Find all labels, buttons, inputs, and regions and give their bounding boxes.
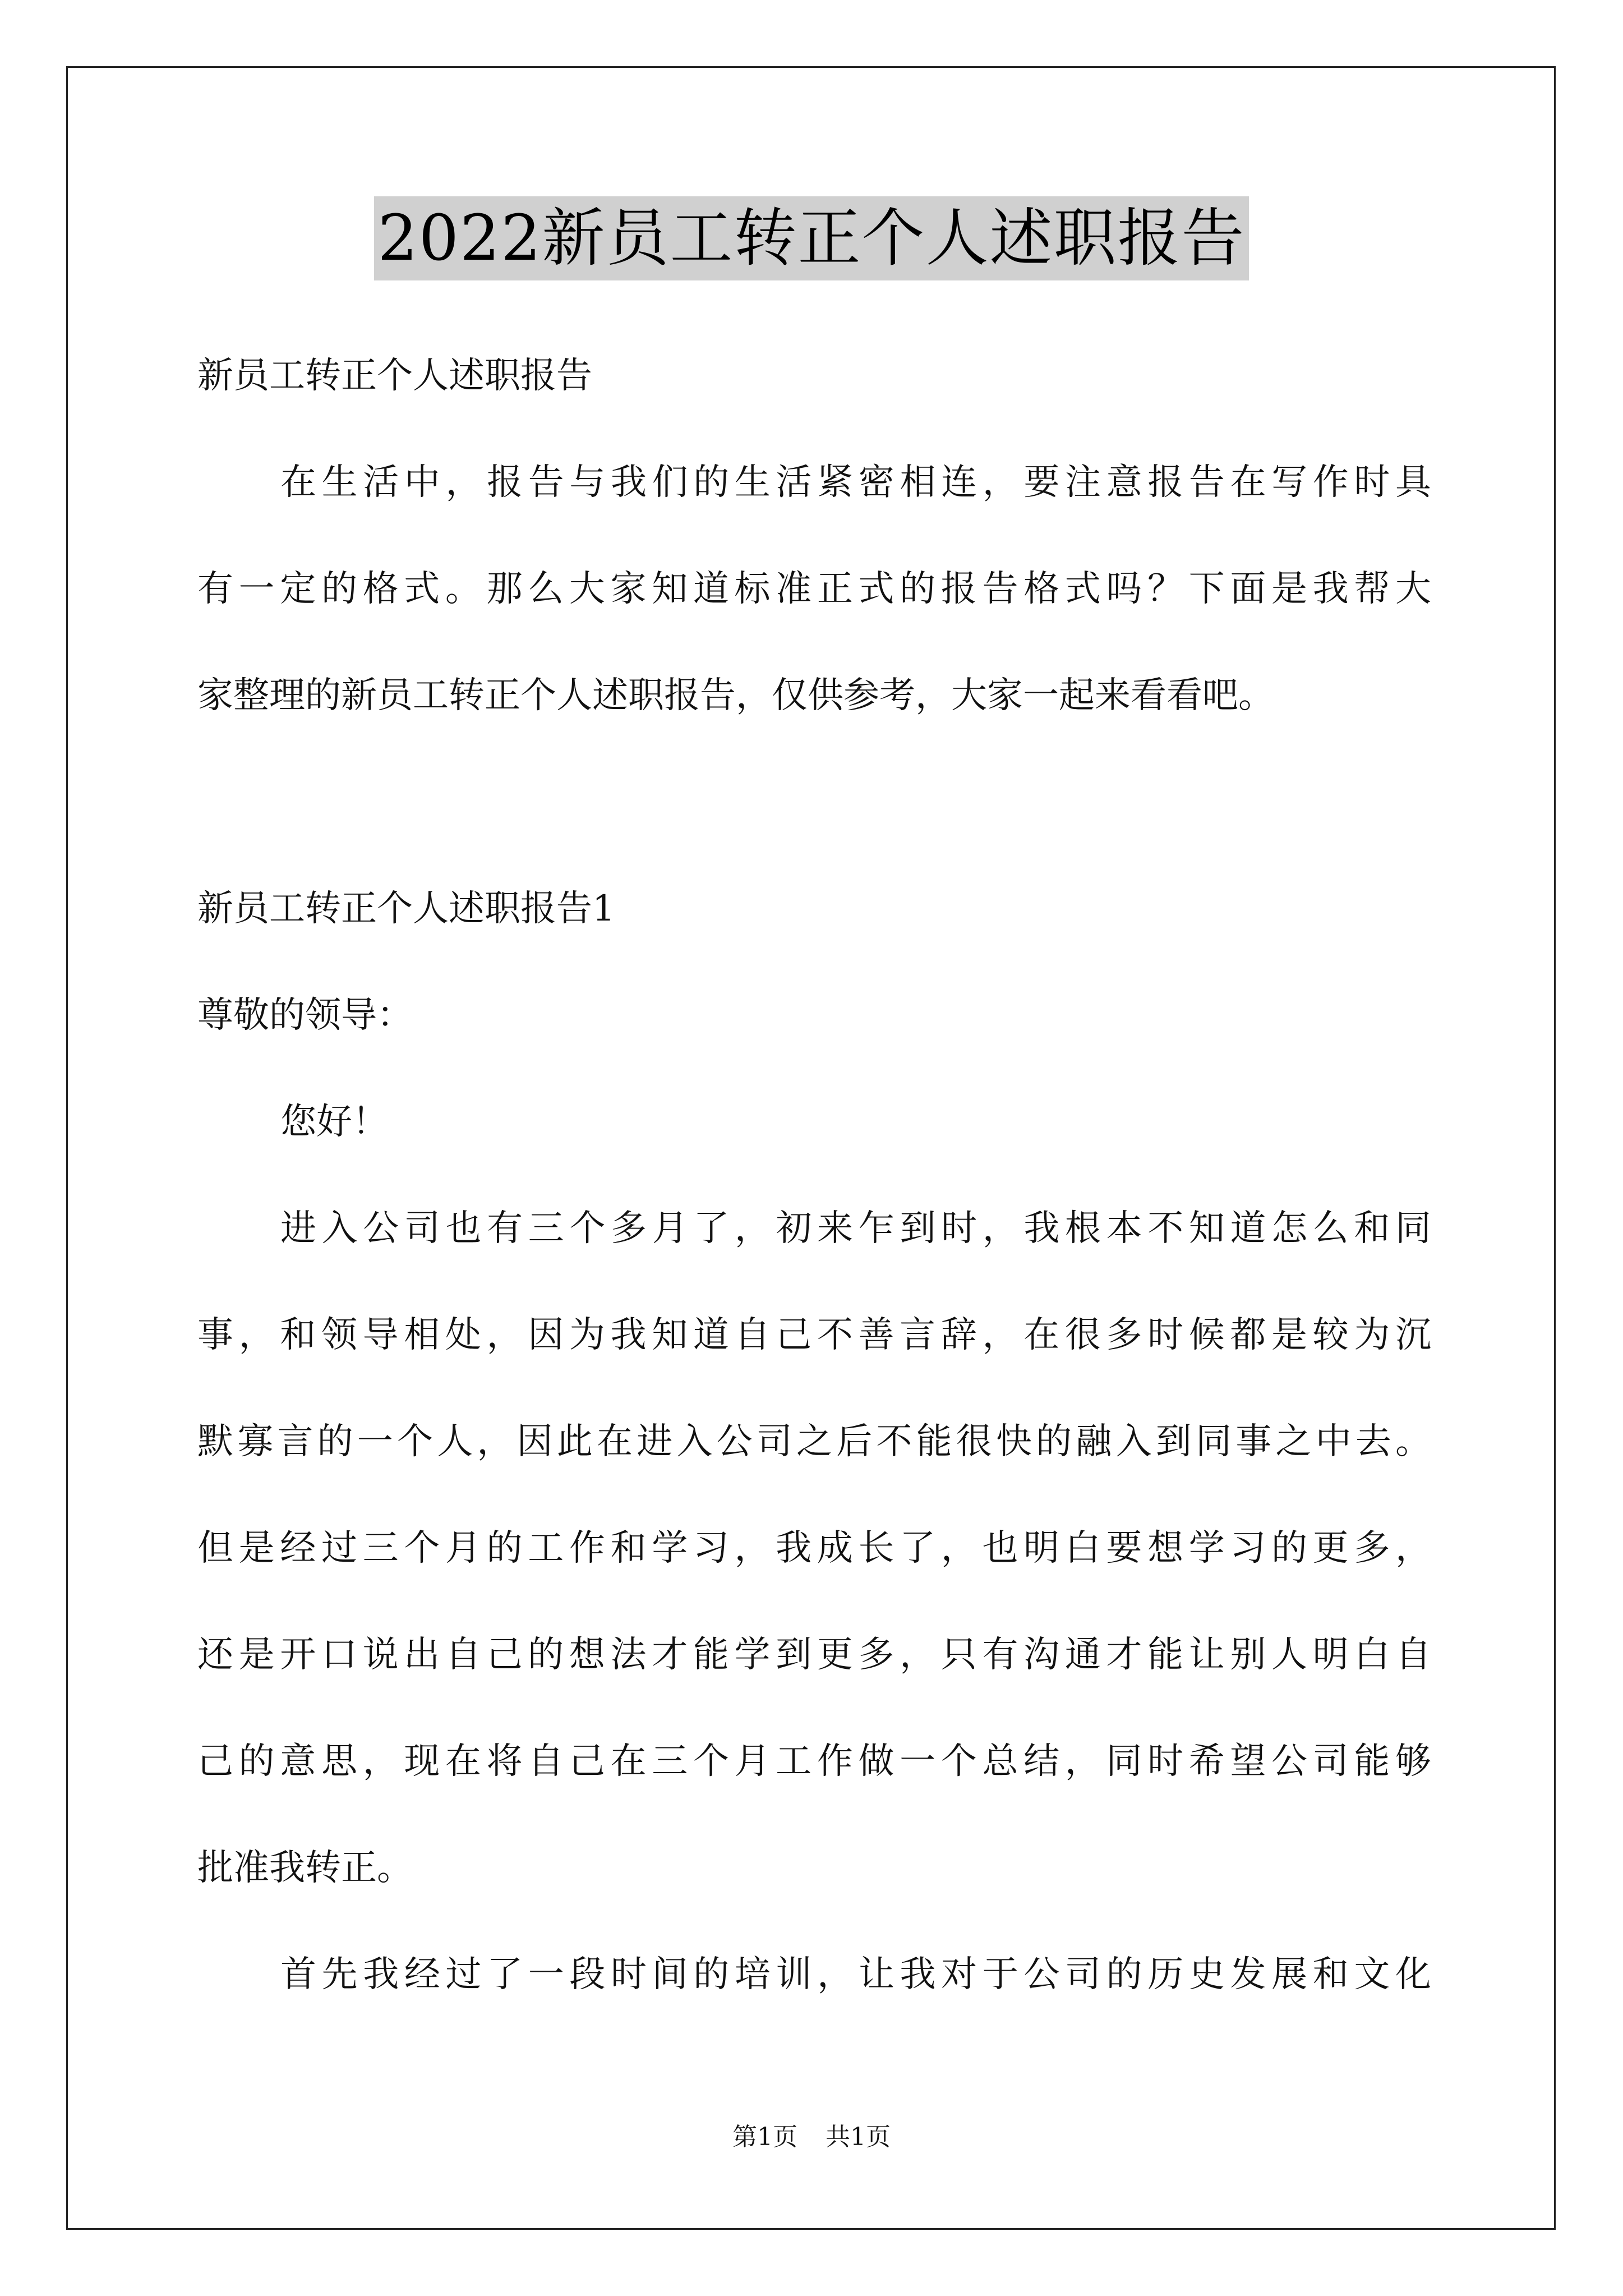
paragraph-line: 批准我转正。 [197, 1847, 413, 1889]
salutation: 尊敬的领导： [197, 995, 413, 1036]
page-footer [0, 2120, 1623, 2154]
document-subtitle: 新员工转正个人述职报告 [197, 355, 592, 397]
title-container [0, 196, 1623, 280]
document-title: 2022新员工转正个人述职报告 [374, 196, 1248, 280]
paragraph-line: 默寡言的一个人，因此在进入公司之后不能很快的融入到同事之中去。 [197, 1421, 1431, 1462]
intro-line: 家整理的新员工转正个人述职报告，仅供参考，大家一起来看看吧。 [197, 675, 1274, 716]
paragraph-line: 还是开口说出自己的想法才能学到更多，只有沟通才能让别人明白自 [197, 1634, 1431, 1676]
paragraph-line: 进入公司也有三个多月了，初来乍到时，我根本不知道怎么和同 [280, 1208, 1431, 1249]
paragraph-line: 但是经过三个月的工作和学习，我成长了，也明白要想学习的更多， [197, 1527, 1431, 1569]
paragraph-line: 事，和领导相处，因为我知道自己不善言辞，在很多时候都是较为沉 [197, 1314, 1431, 1356]
intro-line: 在生活中，报告与我们的生活紧密相连，要注意报告在写作时具 [280, 462, 1431, 503]
intro-line: 有一定的格式。那么大家知道标准正式的报告格式吗？下面是我帮大 [197, 568, 1431, 610]
paragraph-line: 首先我经过了一段时间的培训，让我对于公司的历史发展和文化 [280, 1954, 1431, 1995]
page-total: 共1页 [826, 2123, 891, 2151]
section-heading: 新员工转正个人述职报告1 [197, 888, 615, 930]
greeting: 您好！ [280, 1101, 388, 1143]
paragraph-line: 己的意思，现在将自己在三个月工作做一个总结，同时希望公司能够 [197, 1741, 1431, 1782]
page-number: 第1页 [732, 2123, 797, 2151]
